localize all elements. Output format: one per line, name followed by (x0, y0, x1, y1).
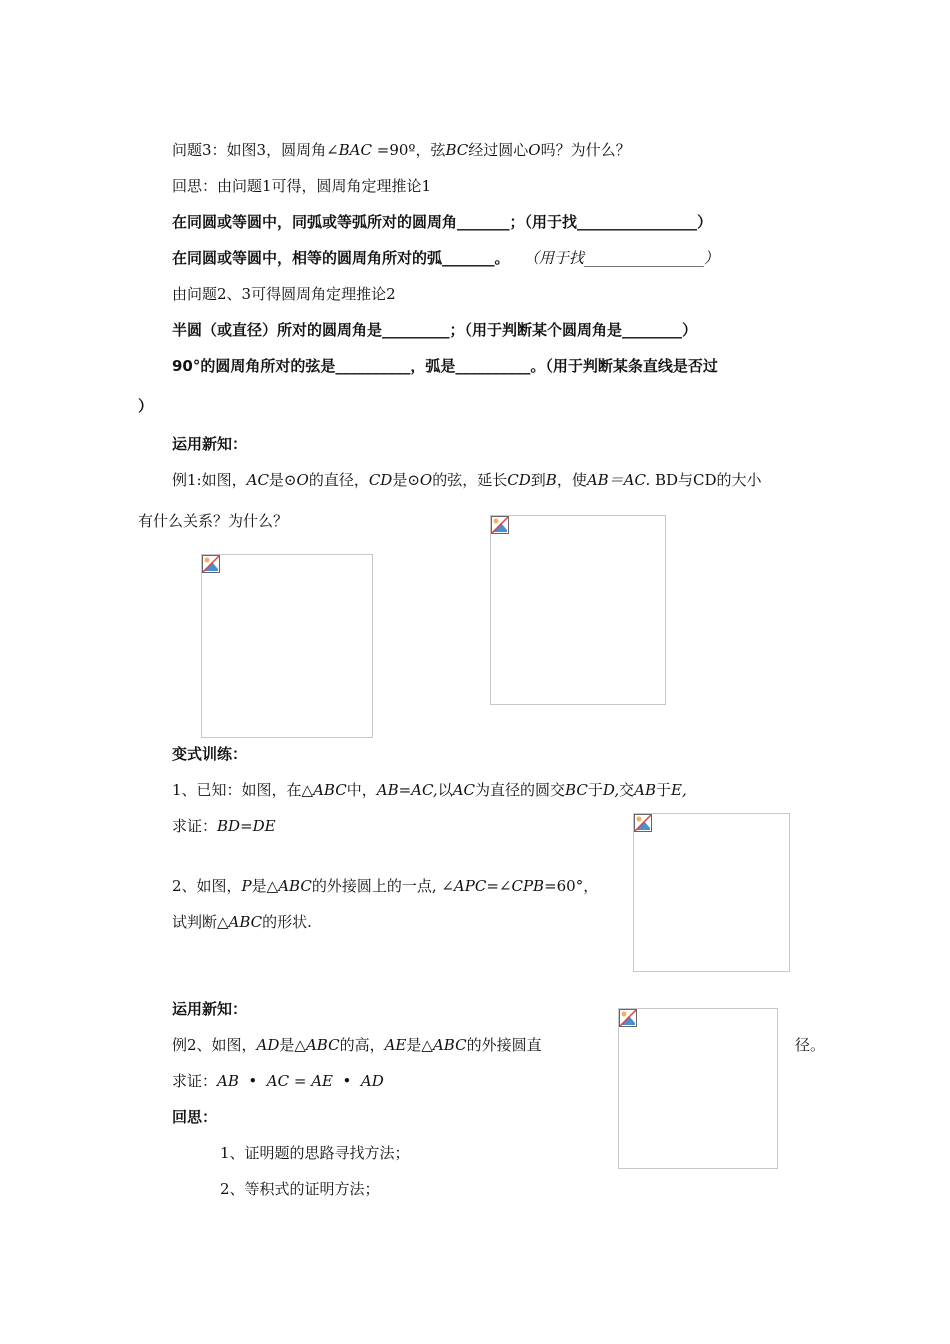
example-1: 例1:如图，AC是⊙O的直径，CD是⊙O的弦，延长CD到B，使AB＝AC. BD与CD的大小 (172, 471, 762, 489)
corollary-2b: 90°的圆周角所对的弦是__________，弧是__________。（用于判断某条直线是否过 (172, 357, 718, 375)
apply-heading-2: 运用新知： (172, 1000, 248, 1018)
apply-heading-1: 运用新知： (172, 435, 248, 453)
example-1-line2: 有什么关系？为什么？ (138, 512, 289, 530)
corollary-2a: 半圆（或直径）所对的圆周角是_________；（用于判断某个圆周角是________） (172, 321, 698, 339)
example-2-end: 径。 (795, 1036, 826, 1054)
broken-image-icon (634, 814, 652, 832)
broken-image-icon (619, 1009, 637, 1027)
example-2: 例2、如图，AD是△ABC的高，AE是△ABC的外接圆直 (172, 1036, 542, 1054)
review-3-heading: 回思： (172, 1108, 218, 1126)
example-2-prove: 求证：AB • AC = AE • AD (172, 1072, 384, 1090)
figure-image (633, 813, 790, 972)
review-item-2: 2、等积式的证明方法； (220, 1180, 380, 1198)
variant-2-line2: 试判断△ABC的形状. (172, 913, 312, 931)
review-item-1: 1、证明题的思路寻找方法； (220, 1144, 410, 1162)
corollary-1a: 在同圆或等圆中，同弧或等弧所对的圆周角_______；（用于找________________） (172, 213, 713, 231)
question-3: 问题3：如图3，圆周角∠BAC =90º，弦BC经过圆心O吗？为什么？ (172, 141, 631, 159)
figure-image (490, 515, 666, 705)
figure-image (201, 554, 373, 738)
broken-image-icon (202, 555, 220, 573)
broken-image-icon (491, 516, 509, 534)
variants-heading: 变式训练： (172, 745, 248, 763)
corollary-2b-end: ） (138, 397, 154, 415)
corollary-1b: 在同圆或等圆中，相等的圆周角所对的弧_______。 （用于找________________） (172, 249, 719, 267)
review-1: 回思：由问题1可得，圆周角定理推论1 (172, 177, 432, 195)
variant-2: 2、如图，P是△ABC的外接圆上的一点, ∠APC=∠CPB=60°， (172, 877, 599, 895)
variant-1: 1、已知：如图，在△ABC中，AB=AC,以AC为直径的圆交BC于D,交AB于E, (172, 781, 687, 799)
figure-image (618, 1008, 778, 1169)
variant-1-prove: 求证：BD=DE (172, 817, 276, 835)
review-2: 由问题2、3可得圆周角定理推论2 (172, 285, 396, 303)
